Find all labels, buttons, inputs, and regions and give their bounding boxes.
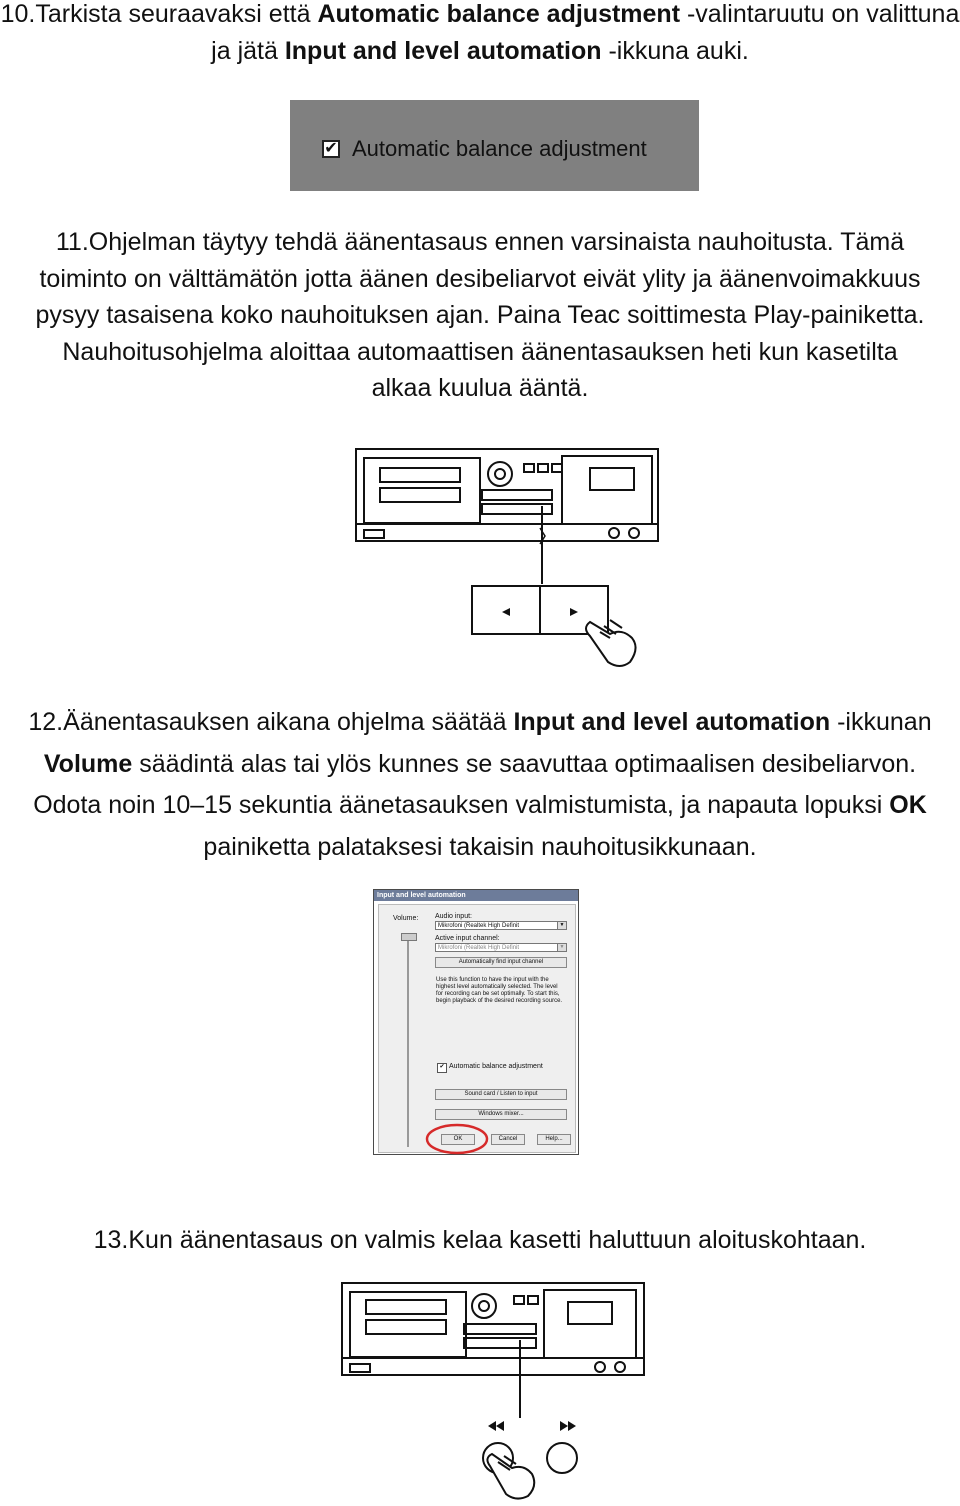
help-button[interactable]: Help... bbox=[537, 1134, 571, 1145]
hand-pointer-icon bbox=[586, 620, 636, 666]
checkbox-label: Automatic balance adjustment bbox=[352, 136, 647, 161]
auto-balance-label: Automatic balance adjustment bbox=[449, 1063, 543, 1070]
volume-label: Volume: bbox=[393, 915, 419, 922]
find-channel-button[interactable]: Automatically find input channel bbox=[435, 957, 567, 968]
active-channel-label: Active input channel: bbox=[435, 935, 500, 942]
volume-slider-thumb[interactable] bbox=[401, 933, 417, 941]
step-11-text: 11.Ohjelman täytyy tehdä äänentasaus ennen varsinaista nauhoitusta. Tämä toiminto on välttämätön jotta äänen desibeliarvot eivät ylity ja äänenvoimakkuus pysyy tasaisena koko nauhoituksen ajan. Paina Teac soittimesta Play-painiketta. Nauhoitusohjelma aloittaa automaattisen äänentasauksen heti kun kasetilta alkaa kuulua ääntä. bbox=[35, 228, 925, 402]
windows-mixer-button[interactable]: Windows mixer... bbox=[435, 1109, 567, 1120]
cassette-deck-icon bbox=[338, 1280, 648, 1502]
help-text: Use this function to have the input with the highest level automatically selected. The level for recording can be set optimally. To start this, begin playback of the desired recording source. bbox=[436, 977, 563, 1004]
step-13-text: 13.Kun äänentasaus on valmis kelaa kasetti haluttuun aloituskohtaan. bbox=[93, 1226, 867, 1254]
dialog-title: Input and level automation bbox=[374, 890, 578, 901]
cancel-button[interactable]: Cancel bbox=[491, 1134, 525, 1145]
chevron-down-icon: ▼ bbox=[557, 922, 566, 929]
ok-highlight-ellipse bbox=[424, 1122, 490, 1156]
auto-balance-checkbox[interactable]: ✔ bbox=[437, 1063, 447, 1073]
ok-button[interactable]: OK bbox=[441, 1134, 475, 1145]
input-level-automation-dialog bbox=[373, 889, 579, 1155]
cassette-deck-icon bbox=[352, 446, 662, 671]
checkbox-screenshot bbox=[290, 100, 699, 191]
audio-input-label: Audio input: bbox=[435, 913, 472, 920]
sound-card-button[interactable]: Sound card / Listen to input bbox=[435, 1089, 567, 1100]
step-12-text: 12.Äänentasauksen aikana ohjelma säätää Input and level automation -ikkunan Volume säädintä alas tai ylös kunnes se saavuttaa optimaalisen desibeliarvon. Odota noin 10–15 sekuntia äänetasauksen valmistumista, ja napauta lopuksi OK painiketta palataksesi takaisin nauhoitusikkunaan. bbox=[28, 708, 932, 861]
audio-input-select[interactable]: Mikrofoni (Realtek High Definit ▼ bbox=[435, 921, 567, 930]
chevron-down-icon: ▼ bbox=[557, 944, 566, 951]
active-channel-select[interactable]: Mikrofoni (Realtek High Definit ▼ bbox=[435, 943, 567, 952]
rewind-icon bbox=[488, 1421, 504, 1431]
hand-pointer-icon bbox=[487, 1454, 534, 1499]
step-10-text: 10.Tarkista seuraavaksi että Automatic balance adjustment -valintaruutu on valittuna ja jätä Input and level automation -ikkuna auki. bbox=[0, 0, 960, 65]
fast-forward-icon bbox=[560, 1421, 576, 1431]
dialog-body bbox=[378, 904, 576, 1153]
volume-slider-track[interactable] bbox=[407, 937, 409, 1147]
checkbox-checked-icon: ✔ bbox=[322, 140, 340, 158]
